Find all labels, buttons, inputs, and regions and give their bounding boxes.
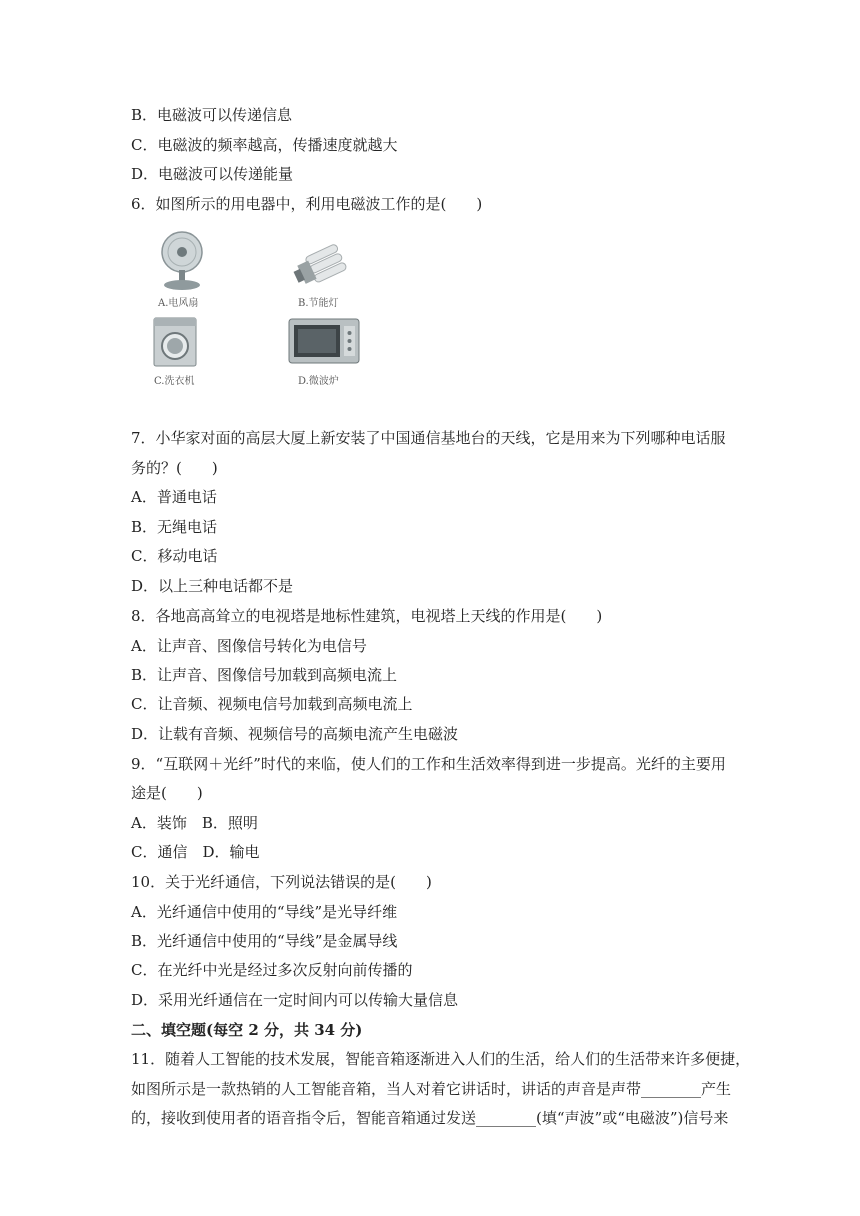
text-line: 的，接收到使用者的语音指令后，智能音箱通过发送________(填“声波”或“电磁波”)信号来 (131, 1109, 729, 1127)
text-line: C．在光纤中光是经过多次反射向前传播的 (131, 961, 413, 979)
text-line: 途是( ) (131, 784, 203, 802)
text-line: B．光纤通信中使用的“导线”是金属导线 (131, 932, 398, 950)
text-line: A．装饰 B．照明 (131, 814, 258, 832)
text-line: D．采用光纤通信在一定时间内可以传输大量信息 (131, 991, 459, 1009)
appliance-figure (140, 222, 400, 390)
text-line: 9．“互联网＋光纤”时代的来临，使人们的工作和生活效率得到进一步提高。光纤的主要用 (131, 755, 726, 773)
text-line: B．让声音、图像信号加载到高频电流上 (131, 666, 398, 684)
energy-saving-lamp-image (290, 242, 360, 290)
text-line: C．通信 D．输电 (131, 843, 260, 861)
caption-c: C.洗衣机 (154, 376, 195, 387)
text-line: 8．各地高高耸立的电视塔是地标性建筑，电视塔上天线的作用是( ) (131, 607, 603, 625)
text-line: C．让音频、视频电信号加载到高频电流上 (131, 695, 413, 713)
text-line: 7．小华家对面的高层大厦上新安装了中国通信基地台的天线，它是用来为下列哪种电话服 (131, 429, 726, 447)
text-line: D．电磁波可以传递能量 (131, 165, 294, 183)
text-line: 11．随着人工智能的技术发展，智能音箱逐渐进入人们的生活，给人们的生活带来许多便捷， (131, 1050, 751, 1068)
section-heading: 二、填空题(每空 2 分，共 34 分) (131, 1021, 363, 1039)
microwave-image (288, 318, 360, 364)
text-line: D．以上三种电话都不是 (131, 577, 294, 595)
text-line: B．无绳电话 (131, 518, 218, 536)
text-line: A．普通电话 (131, 488, 217, 506)
caption-b: B.节能灯 (298, 298, 339, 309)
text-line: B．电磁波可以传递信息 (131, 106, 293, 124)
text-line: 如图所示是一款热销的人工智能音箱，当人对着它讲话时，讲话的声音是声带________产生 (131, 1080, 732, 1098)
text-line: 6．如图所示的用电器中，利用电磁波工作的是( ) (131, 195, 483, 213)
text-line: A．光纤通信中使用的“导线”是光导纤维 (131, 903, 398, 921)
text-line: D．让载有音频、视频信号的高频电流产生电磁波 (131, 725, 459, 743)
text-line: C．移动电话 (131, 547, 218, 565)
text-line: 10．关于光纤通信，下列说法错误的是( ) (131, 873, 432, 891)
text-line: C．电磁波的频率越高，传播速度就越大 (131, 136, 398, 154)
electric-fan-image (152, 230, 212, 292)
text-line: 务的？( ) (131, 459, 218, 477)
caption-a: A.电风扇 (158, 298, 199, 309)
washing-machine-image (152, 316, 198, 368)
text-line: A．让声音、图像信号转化为电信号 (131, 637, 367, 655)
caption-d: D.微波炉 (298, 376, 339, 387)
